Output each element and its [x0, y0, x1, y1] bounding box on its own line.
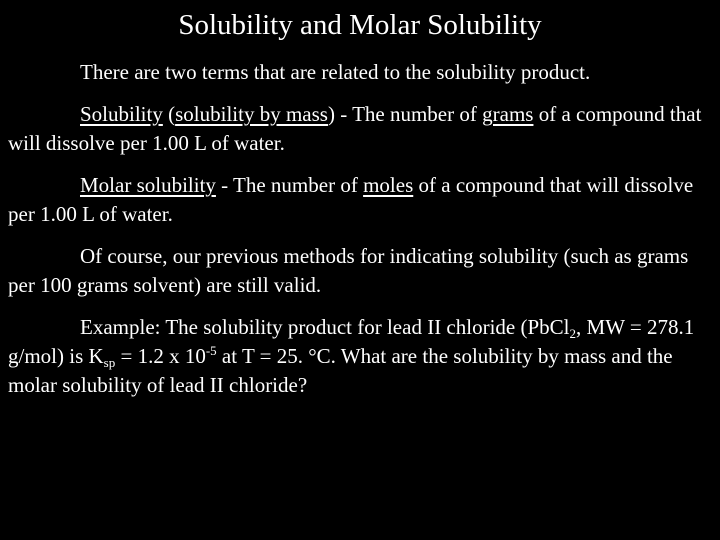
- grams-word: grams: [482, 102, 534, 126]
- solubility-term: Solubility: [80, 102, 163, 126]
- example-part-2: , MW = 278.1 g/mol) is K: [8, 315, 695, 368]
- ksp-subscript: sp: [103, 355, 116, 370]
- molar-solubility-definition: [8, 171, 714, 229]
- molar-solubility-text-1: - The number of: [215, 173, 364, 197]
- slide-body: [8, 58, 714, 413]
- solubility-definition: [8, 100, 714, 158]
- exponent-superscript: -5: [205, 343, 217, 358]
- example-part-3: = 1.2 x 10: [115, 344, 206, 368]
- intro-paragraph: There are two terms that are related to the solubility product.: [80, 60, 591, 84]
- example-paragraph: [8, 313, 714, 400]
- solubility-text-1: ) - The number of: [327, 102, 483, 126]
- pbcl2-subscript: 2: [569, 326, 577, 341]
- moles-word: moles: [363, 173, 414, 197]
- example-part-4: at T = 25. °C. What are the solubility by mass and the molar solubility of lead II chloride?: [8, 344, 673, 397]
- molar-solubility-term: Molar solubility: [80, 173, 216, 197]
- note-paragraph: Of course, our previous methods for indicating solubility (such as grams per 100 grams solvent) are still valid.: [8, 244, 689, 297]
- solubility-text-2: of a compound that will dissolve per 1.00 L of water.: [8, 102, 702, 155]
- example-part-1: Example: The solubility product for lead II chloride (PbCl: [80, 315, 570, 339]
- molar-solubility-text-2: of a compound that will dissolve per 1.00 L of water.: [8, 173, 694, 226]
- solubility-open-paren: (: [162, 102, 176, 126]
- slide-title: Solubility and Molar Solubility: [178, 9, 542, 41]
- solubility-alt-term: solubility by mass: [175, 102, 328, 126]
